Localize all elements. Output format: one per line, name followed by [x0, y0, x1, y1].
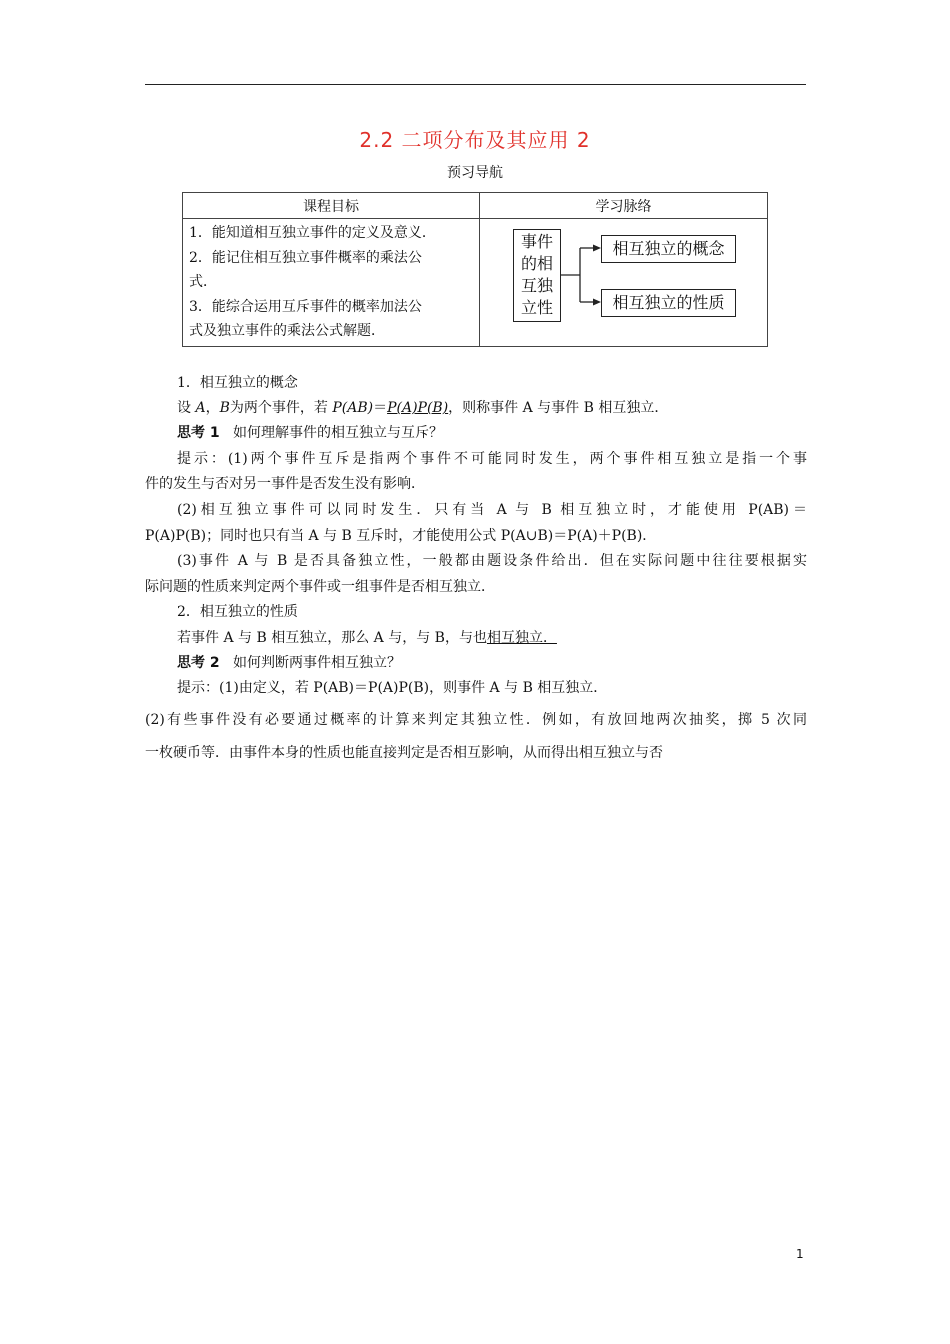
table-row — [183, 219, 768, 347]
section2-text-pre: 若事件 A 与 B 相互独立，那么 A 与，与 B，与也 — [177, 630, 487, 646]
think2-p2a: (2)有些事件没有必要通过概率的计算来判定其独立性．例如，有放回地两次抽奖，掷 5 次同 — [145, 712, 807, 728]
page-number: 1 — [796, 1247, 804, 1261]
col-header-goals: 课程目标 — [183, 193, 480, 219]
independence-definition — [177, 397, 668, 417]
think1-question: 如何理解事件的相互独立与互斥？ — [232, 425, 443, 441]
diagram-main-line: 立性 — [520, 298, 553, 317]
table-header-row — [183, 193, 768, 219]
diagram-main-box — [513, 229, 561, 322]
goal-line: 1．能知道相互独立事件的定义及意义． — [189, 225, 436, 241]
header-rule — [145, 84, 806, 85]
section2-text — [177, 627, 557, 647]
goal-line: 3．能综合运用互斥事件的概率加法公 — [189, 298, 422, 315]
think1-line — [177, 422, 443, 442]
think1-p3a: (3)事件 A 与 B 是否具备独立性，一般都由题设条件给出．但在实际问题中往往要根据实 — [177, 553, 807, 569]
col-header-context: 学习脉络 — [480, 193, 768, 219]
think2-p2b: 一枚硬币等．由事件本身的性质也能直接判定是否相互影响，从而得出相互独立与否 — [145, 745, 663, 761]
def-pre: 设 — [177, 400, 196, 416]
section-subtitle: 预习导航 — [447, 165, 503, 181]
think1-p1b: 件的发生与否对另一事件是否发生没有影响． — [145, 476, 425, 492]
think1-p2a: (2)相互独立事件可以同时发生．只有当 A 与 B 相互独立时，才能使用 P(AB)＝ — [177, 502, 807, 518]
def-event-a: A — [195, 400, 206, 416]
goals-list — [183, 219, 480, 347]
def-lhs: P(AB) — [332, 400, 374, 416]
diagram-branch-concept: 相互独立的概念 — [601, 235, 736, 263]
section2-text-underlined: 相互独立． — [486, 630, 557, 646]
def-event-b: B — [219, 400, 230, 416]
think1-p1a: 提示：(1)两个事件互斥是指两个事件不可能同时发生，两个事件相互独立是指一个事 — [177, 451, 807, 467]
think1-label: 思考 1 — [177, 425, 220, 441]
diagram-main-line: 的相 — [520, 254, 553, 273]
diagram-branch-property: 相互独立的性质 — [601, 289, 736, 317]
think2-p1: 提示：(1)由定义，若 P(AB)＝P(A)P(B)，则事件 A 与 B 相互独立． — [177, 680, 608, 696]
goal-line: 式及独立事件的乘法公式解题． — [189, 323, 385, 339]
section1-heading: 1．相互独立的概念 — [177, 375, 298, 391]
goal-line: 2．能记住相互独立事件概率的乘法公 — [189, 249, 422, 266]
def-post: ，则称事件 A 与事件 B 相互独立． — [448, 400, 669, 416]
concept-diagram-cell — [480, 219, 768, 347]
section2-heading: 2．相互独立的性质 — [177, 604, 298, 620]
goals-table — [182, 192, 768, 347]
def-rhs: P(A)P(B) — [387, 400, 449, 416]
concept-diagram — [480, 219, 767, 343]
def-comma: ， — [205, 400, 220, 416]
def-eq: ＝ — [373, 400, 388, 416]
think2-question: 如何判断两事件相互独立？ — [232, 655, 401, 671]
think1-p3b: 际问题的性质来判定两个事件或一组事件是否相互独立． — [145, 579, 495, 595]
diagram-main-line: 事件 — [520, 232, 553, 251]
think2-label: 思考 2 — [177, 655, 220, 671]
goal-line: 式． — [189, 274, 217, 290]
page-title: 2.2 二项分布及其应用 2 — [359, 128, 591, 152]
diagram-main-line: 互独 — [520, 276, 553, 295]
think2-line — [177, 652, 401, 672]
def-mid: 为两个事件，若 — [229, 400, 333, 416]
think1-p2b: P(A)P(B)；同时也只有当 A 与 B 互斥时，才能使用公式 P(A∪B)＝P(A)＋P(B)． — [145, 528, 657, 544]
